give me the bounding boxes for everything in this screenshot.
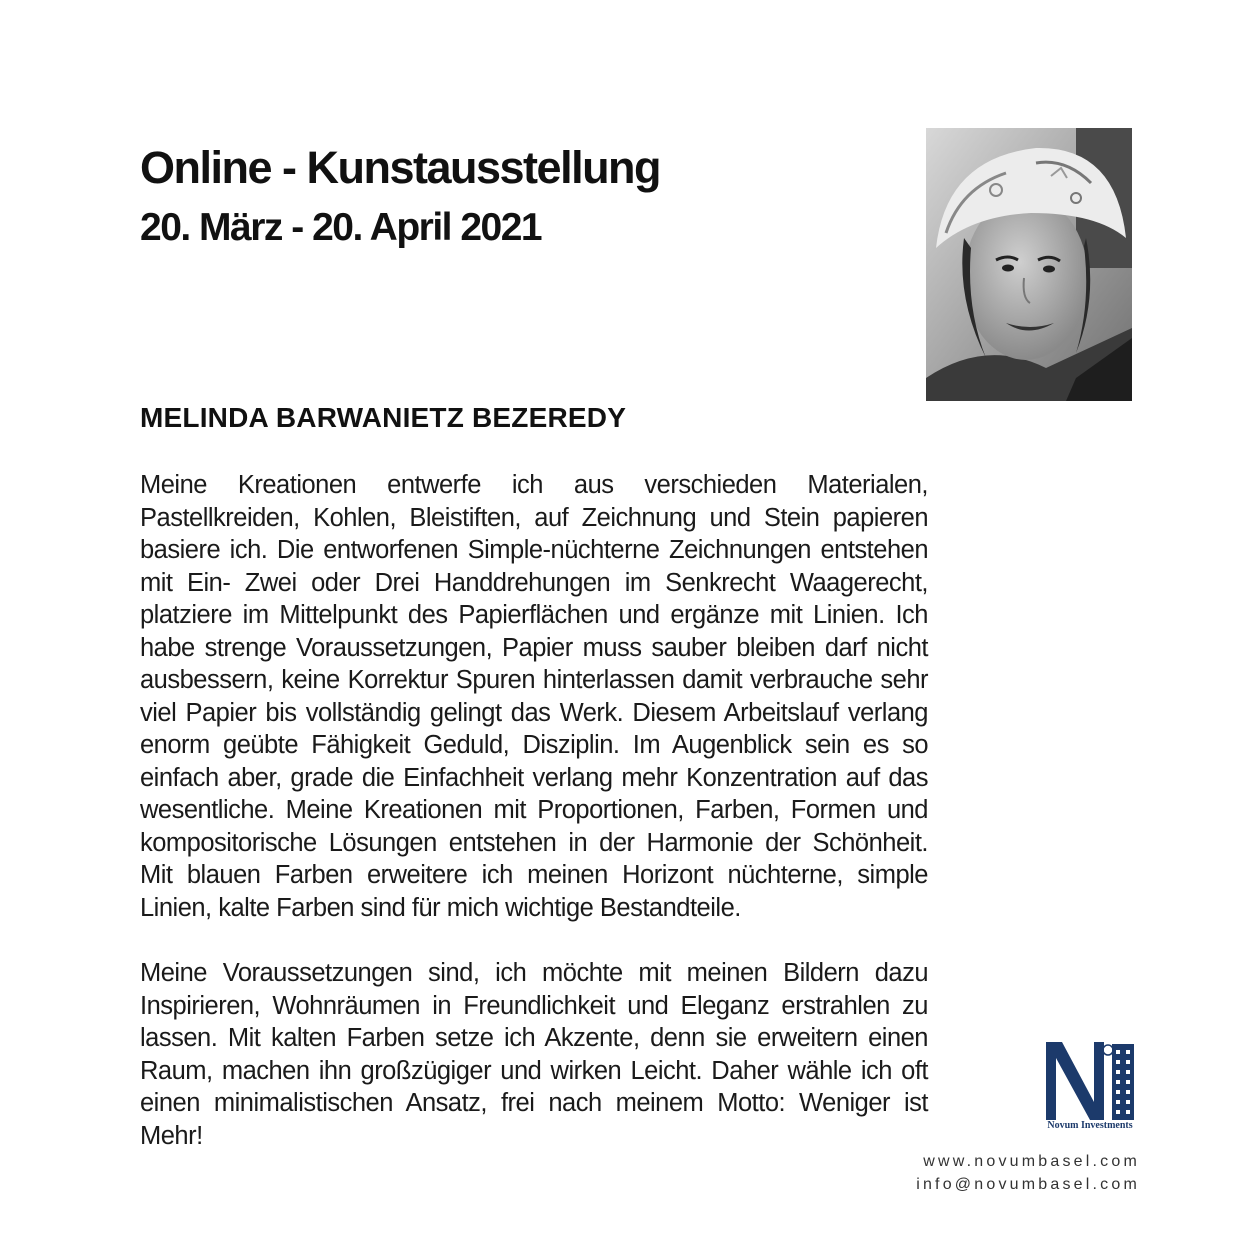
website-link[interactable]: www.novumbasel.com <box>923 1153 1140 1170</box>
email-link[interactable]: info@novumbasel.com <box>916 1176 1140 1193</box>
page-title: Online - Kunstausstellung <box>140 142 661 193</box>
bio-paragraph-1: Meine Kreationen entwerfe ich aus verschieden Materialen, Pastellkreiden, Kohlen, Bleistiften, auf Zeichnung und Stein papieren basiere ich. Die entworfenen Simple-nüchterne Zeichnungen entstehen mit Ein- Zwei oder Drei Handdrehungen im Senkrecht Waagerecht, platziere im Mittelpunkt des Papierflächen und ergänze mit Linien. Ich habe strenge Voraussetzungen, Papier muss sauber bleiben darf nicht ausbessern, keine Korrektur Spuren hinterlassen damit verbrauche sehr viel Papier bis vollständig gelingt das Werk. Diesem Arbeitslauf verlang enorm geübte Fähigkeit Geduld, Disziplin. Im Augenblick sein es so einfach aber, grade die Einfachheit verlang mehr Konzentration auf das wesentliche. Meine Kreationen mit Proportionen, Farben, Formen und kompositorische Lösungen entstehen in der Harmonie der Schönheit. Mit blauen Farben erweitere ich meinen Horizont nüchterne, simple Linien, kalte Farben sind für mich wichtige Bestandteile. <box>140 471 928 922</box>
logo-caption: Novum Investments <box>1047 1120 1133 1131</box>
exhibition-dates: 20. März - 20. April 2021 <box>140 206 542 249</box>
artist-portrait <box>926 128 1132 401</box>
portrait-image <box>926 128 1132 401</box>
artist-name: MELINDA BARWANIETZ BEZEREDY <box>140 402 627 433</box>
bio-paragraph-2: Meine Voraussetzungen sind, ich möchte mit meinen Bildern dazu Inspirieren, Wohnräumen in Freundlichkeit und Eleganz erstrahlen zu lassen. Mit kalten Farben setze ich Akzente, denn sie erweitern einen Raum, machen ihn großzügiger und wirken Leicht. Daher wähle ich oft einen minimalistischen Ansatz, frei nach meinem Motto: Weniger ist Mehr! <box>140 959 928 1150</box>
